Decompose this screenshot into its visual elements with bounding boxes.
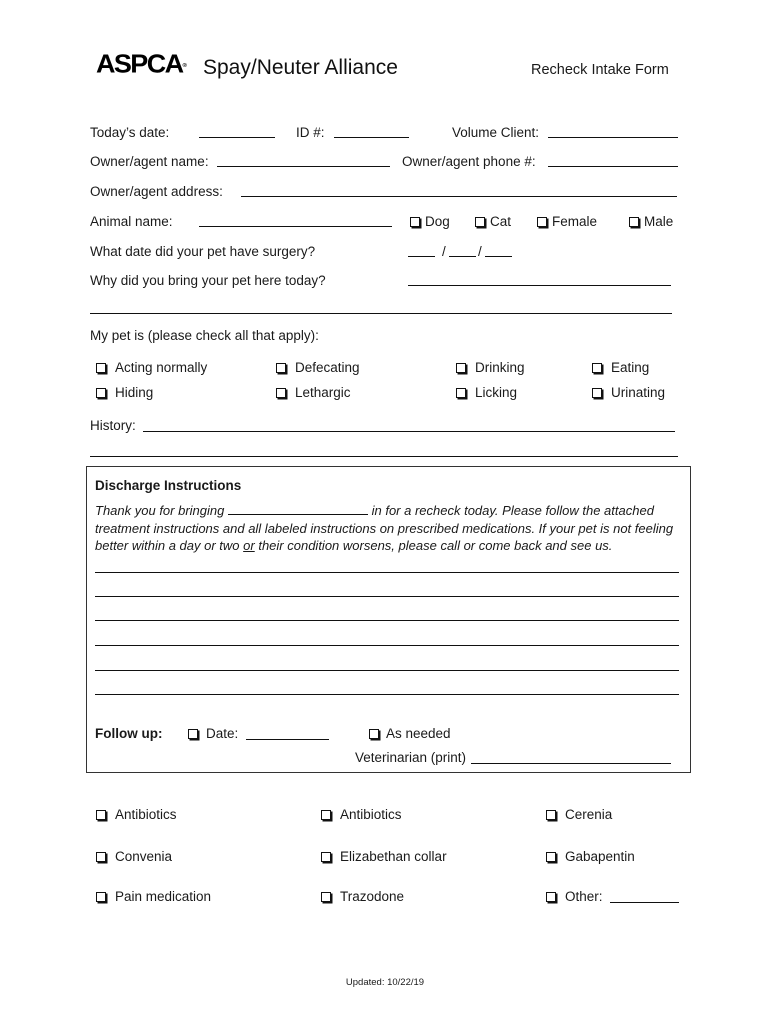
why-answer-field[interactable] <box>408 285 671 286</box>
history-field-line-2[interactable] <box>90 456 678 457</box>
animal-name-field[interactable] <box>199 226 392 227</box>
checkbox-icon <box>96 892 106 902</box>
instruction-line[interactable] <box>95 620 679 621</box>
id-label: ID #: <box>296 125 325 140</box>
other-med-field[interactable] <box>610 902 679 903</box>
date-slash: / <box>478 244 482 259</box>
med-antibiotics-2[interactable]: Antibiotics <box>321 806 402 824</box>
med-convenia[interactable]: Convenia <box>96 848 172 866</box>
symptom-urinating[interactable]: Urinating <box>592 384 665 402</box>
checkbox-icon <box>321 892 331 902</box>
med-elizabethan-collar[interactable]: Elizabethan collar <box>321 848 447 866</box>
checkbox-icon <box>276 363 286 373</box>
checkbox-icon <box>546 852 556 862</box>
checkbox-icon <box>276 388 286 398</box>
checkbox-icon <box>629 217 639 227</box>
checkbox-icon <box>546 892 556 902</box>
owner-phone-label: Owner/agent phone #: <box>402 154 536 169</box>
checkbox-icon <box>592 363 602 373</box>
surgery-date-question: What date did your pet have surgery? <box>90 244 316 259</box>
checkbox-icon <box>456 388 466 398</box>
discharge-title: Discharge Instructions <box>95 478 242 493</box>
checkbox-icon <box>456 363 466 373</box>
male-checkbox[interactable]: Male <box>629 213 673 231</box>
checkbox-icon <box>410 217 420 227</box>
animal-name-label: Animal name: <box>90 214 173 229</box>
checkbox-icon <box>546 810 556 820</box>
symptom-lethargic[interactable]: Lethargic <box>276 384 351 402</box>
instruction-line[interactable] <box>95 572 679 573</box>
med-cerenia[interactable]: Cerenia <box>546 806 612 824</box>
symptom-drinking[interactable]: Drinking <box>456 359 525 377</box>
veterinarian-field[interactable] <box>471 763 671 764</box>
checkbox-icon <box>321 810 331 820</box>
surgery-month-field[interactable] <box>408 256 435 257</box>
checkbox-icon <box>475 217 485 227</box>
pet-name-blank[interactable] <box>228 503 368 515</box>
veterinarian-label: Veterinarian (print) <box>355 750 467 765</box>
history-field[interactable] <box>143 431 675 432</box>
checkbox-icon <box>321 852 331 862</box>
symptom-hiding[interactable]: Hiding <box>96 384 153 402</box>
cat-checkbox[interactable]: Cat <box>475 213 511 231</box>
surgery-year-field[interactable] <box>485 256 512 257</box>
surgery-day-field[interactable] <box>449 256 476 257</box>
checkbox-icon <box>369 729 379 739</box>
todays-date-label: Today’s date: <box>90 125 170 140</box>
discharge-text: Thank you for bringing in for a recheck today. Please follow the attached treatment instructions and all labeled instructions on prescribed medications. If your pet is not feeling better within a day or two or their condition worsens, please call or come back and see us. <box>95 503 674 553</box>
checkbox-icon <box>96 363 106 373</box>
med-trazodone[interactable]: Trazodone <box>321 888 404 906</box>
registered-mark: ® <box>182 63 187 69</box>
instruction-line[interactable] <box>95 670 679 671</box>
owner-address-field[interactable] <box>241 196 677 197</box>
med-antibiotics[interactable]: Antibiotics <box>96 806 177 824</box>
med-pain-medication[interactable]: Pain medication <box>96 888 211 906</box>
why-question: Why did you bring your pet here today? <box>90 273 326 288</box>
follow-up-date-checkbox[interactable]: Date: <box>188 725 238 743</box>
instruction-line[interactable] <box>95 694 679 695</box>
checkbox-icon <box>188 729 198 739</box>
updated-date: Updated: 10/22/19 <box>345 977 425 988</box>
why-answer-line-2[interactable] <box>90 313 672 314</box>
symptom-acting-normally[interactable]: Acting normally <box>96 359 207 377</box>
checkbox-icon <box>537 217 547 227</box>
symptom-defecating[interactable]: Defecating <box>276 359 360 377</box>
owner-name-field[interactable] <box>217 166 390 167</box>
med-other[interactable]: Other: <box>546 888 603 906</box>
as-needed-checkbox[interactable]: As needed <box>369 725 451 743</box>
checkbox-icon <box>96 852 106 862</box>
form-title: Recheck Intake Form <box>531 62 669 78</box>
symptom-eating[interactable]: Eating <box>592 359 649 377</box>
id-field[interactable] <box>334 137 409 138</box>
follow-up-label: Follow up: <box>95 726 163 741</box>
owner-name-label: Owner/agent name: <box>90 154 209 169</box>
history-label: History: <box>90 418 136 433</box>
checkbox-icon <box>592 388 602 398</box>
instruction-line[interactable] <box>95 596 679 597</box>
volume-client-field[interactable] <box>548 137 678 138</box>
instruction-line[interactable] <box>95 645 679 646</box>
aspca-logo: ASPCA® <box>96 49 187 79</box>
owner-address-label: Owner/agent address: <box>90 184 223 199</box>
checkbox-icon <box>96 388 106 398</box>
checkbox-icon <box>96 810 106 820</box>
volume-client-label: Volume Client: <box>452 125 540 140</box>
date-slash: / <box>442 244 446 259</box>
brand-name: Spay/Neuter Alliance <box>203 56 398 79</box>
female-checkbox[interactable]: Female <box>537 213 597 231</box>
med-gabapentin[interactable]: Gabapentin <box>546 848 635 866</box>
follow-up-date-field[interactable] <box>246 739 329 740</box>
todays-date-field[interactable] <box>199 137 275 138</box>
my-pet-is-label: My pet is (please check all that apply): <box>90 328 319 343</box>
symptom-licking[interactable]: Licking <box>456 384 517 402</box>
dog-checkbox[interactable]: Dog <box>410 213 450 231</box>
owner-phone-field[interactable] <box>548 166 678 167</box>
